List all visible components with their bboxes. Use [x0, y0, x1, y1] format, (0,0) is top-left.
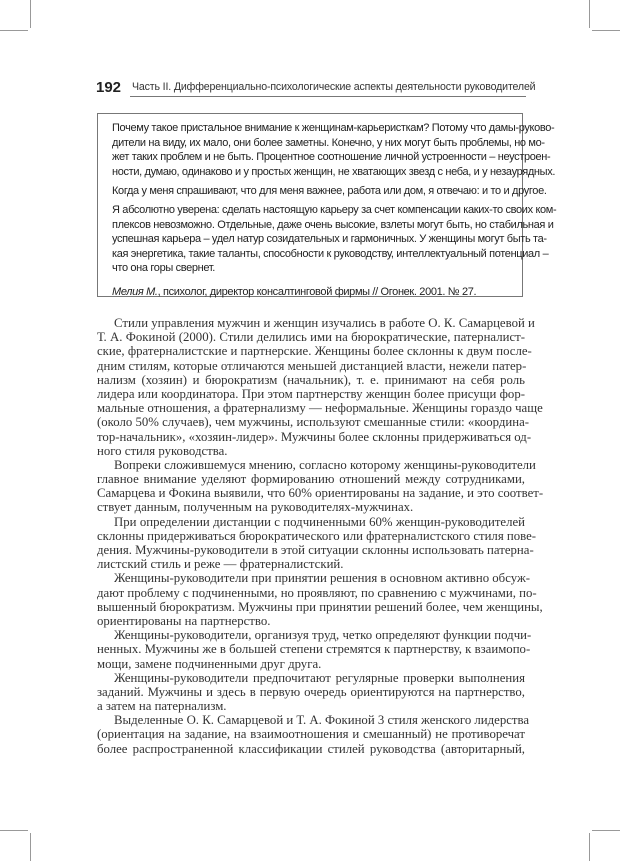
- text-line: Самарцева и Фокина выявили, что 60% ориентированы на задание, и это соответ-: [97, 486, 544, 501]
- text-line: более распространенной классификации стилей руководства (авторитарный,: [97, 741, 525, 756]
- text-line: (ориентация на задание, на взаимоотношения и смешанный) не противоречат: [97, 727, 525, 742]
- body-paragraph: [97, 713, 530, 756]
- body-paragraph: [97, 316, 543, 458]
- text-line: нализм (хозяин) и бюрократизм (начальник), т. е. принимают на себя роль: [97, 372, 525, 387]
- text-line: ствует данным, полученным на руководителях-мужчинах.: [97, 500, 414, 515]
- text-line: Я абсолютно уверена: сделать настоящую карьеру за счет компенсации каких-то своих ком-: [112, 203, 557, 216]
- quote-text: [112, 121, 557, 300]
- text-line: (около 50% случаев), чем мужчины, используют смешанные стили: «координа-: [97, 415, 530, 430]
- text-line: ного стиля руководства.: [97, 443, 228, 458]
- quote-citation: [112, 285, 510, 300]
- text-line: Стили управления мужчин и женщин изучались в работе О. К. Самарцевой и: [114, 316, 535, 330]
- text-line: Выделенные О. К. Самарцевой и Т. А. Фокиной 3 стиля женского лидерства: [114, 713, 530, 728]
- crop-mark: [0, 30, 28, 31]
- body-text: [97, 316, 544, 756]
- text-line: а затем на патернализм.: [97, 699, 227, 714]
- text-line: дним стилям, которые отличаются меньшей дистанцией власти, нежели патер-: [97, 358, 527, 373]
- body-paragraph: [97, 628, 532, 671]
- crop-mark: [0, 830, 28, 831]
- text-line: Вопреки сложившемуся мнению, согласно которому женщины-руководители: [114, 457, 536, 472]
- text-line: тор-начальник», «хозяин-лидер». Мужчины более склонны придерживаться од-: [97, 429, 532, 444]
- text-line: Когда у меня спрашивают, что для меня важнее, работа или дом, я отвечаю: и то и другое.: [112, 184, 547, 197]
- text-line: дают проблему с подчиненными, но проявляют, по сравнению с мужчинами, по-: [97, 585, 537, 600]
- text-line: Женщины-руководители, организуя труд, четко определяют функции подчи-: [114, 628, 532, 643]
- body-paragraph: [97, 457, 544, 515]
- quote-paragraph: [112, 121, 556, 179]
- text-line: главное внимание уделяют формированию отношений между сотрудниками,: [97, 472, 525, 487]
- text-line: вышенный бюрократизм. Мужчины при принятии решений более, чем женщины,: [97, 599, 543, 614]
- crop-mark: [592, 830, 620, 831]
- crop-mark: [30, 833, 31, 861]
- quote-paragraph: [112, 203, 557, 276]
- text-line: листский стиль и реже — фратерналистский.: [97, 557, 344, 572]
- page-number: 192: [96, 79, 122, 96]
- crop-mark: [592, 30, 620, 31]
- text-line: Женщины-руководители при принятии решения в основном активно обсуж-: [114, 571, 531, 586]
- body-paragraph: [97, 514, 537, 572]
- text-line: Почему такое пристальное внимание к женщинам-карьеристкам? Потому что дамы-руково-: [112, 122, 555, 134]
- text-line: ские, фратерналистские и партнерские. Женщины более склонны к двум после-: [97, 344, 532, 359]
- body-paragraph: [97, 571, 543, 628]
- text-line: успешная карьера – удел натур созидательных и гармоничных. У женщины могут быть та-: [112, 233, 547, 246]
- text-line: что она горы свернет.: [112, 262, 215, 275]
- text-line: лидера или координатора. При этом партнерству женщин более присущи фор-: [97, 386, 525, 401]
- text-line: склонны придерживаться бюрократического или фратерналистского стиля пове-: [97, 528, 537, 543]
- text-line: мальные отношения, а фратернализму — неформальные. Женщины гораздо чаще: [97, 401, 543, 416]
- text-line: При определении дистанции с подчиненными 60% женщин-руководителей: [114, 514, 525, 529]
- text-line: дения. Мужчины-руководители в этой ситуации склонны использовать патерна-: [97, 543, 534, 557]
- citation-author: Мелия М.: [112, 285, 158, 298]
- crop-mark: [30, 0, 31, 28]
- text-line: заданий. Мужчины и здесь в первую очередь ориентируются на партнерство,: [97, 684, 525, 699]
- citation-source: , психолог, директор консалтинговой фирмы // Огонек. 2001. № 27.: [157, 285, 477, 298]
- text-line: мощи, замене подчиненными друг друга.: [97, 656, 322, 671]
- text-line: жет таких проблем и не быть. Процентное соотношение личной устроенности – неустроен-: [112, 151, 551, 164]
- quote-paragraph: [112, 184, 547, 199]
- crop-mark: [589, 0, 590, 28]
- text-line: ориентированы на партнерство.: [97, 613, 271, 628]
- text-line: кая энергетика, такие таланты, способности к руководству, интеллектуальный потенциал –: [112, 247, 549, 260]
- crop-mark: [589, 833, 590, 861]
- running-title: Часть II. Дифференциально-психологические аспекты деятельности руководителей: [132, 81, 536, 93]
- text-line: Женщины-руководители предпочитают регулярные проверки выполнения: [114, 670, 525, 685]
- text-line: ненных. Мужчины же в большей степени стремятся к партнерству, к взаимопо-: [97, 642, 531, 657]
- text-line: Т. А. Фокиной (2000). Стили делились ими на бюрократические, патерналист-: [97, 330, 525, 345]
- text-line: ности, думаю, одинаково и у простых женщин, не хватающих звезд с неба, и у незаурядных.: [112, 165, 556, 178]
- text-line: плексов невозможно. Отдельные, даже очень высокие, взлеты могут быть, но стабильная и: [112, 218, 554, 231]
- body-paragraph: [97, 671, 525, 714]
- header-rule: [130, 96, 526, 97]
- text-line: дители на виду, их мало, они более заметны. Конечно, у них могут быть проблемы, но мо-: [112, 136, 545, 149]
